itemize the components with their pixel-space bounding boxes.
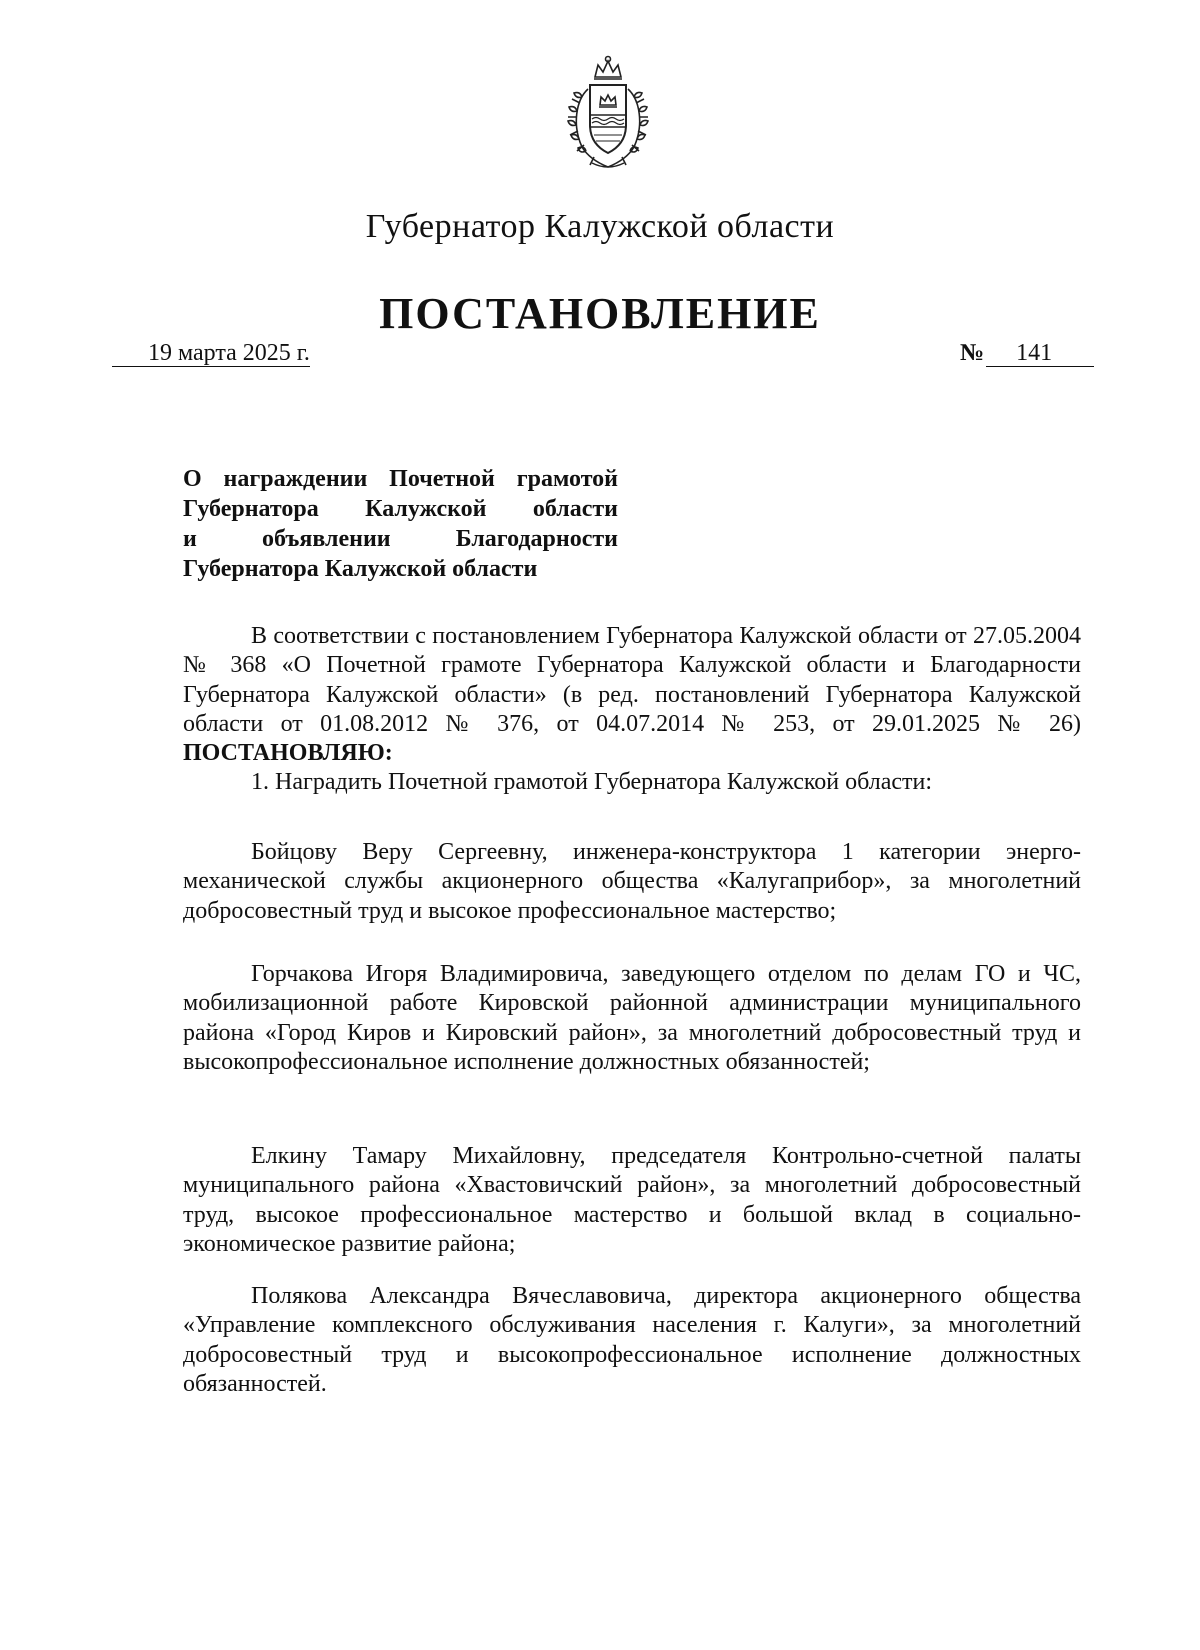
- awardee-text: Полякова Александра Вячеславовича, директора акционерного общества «Управление комплексного обслуживания населения г. Калуги», за многолетний добросовестный труд и высокопрофессиональное исполнение должностных обязанностей.: [183, 1283, 1081, 1397]
- preamble-paragraph: [183, 622, 1081, 768]
- subject-line: Губернатора Калужской области: [183, 496, 618, 522]
- awardee-text: Елкину Тамару Михайловну, председателя Контрольно-счетной палаты муниципального района «Хвастовичский район», за многолетний добросовестный труд, высокое профессиональное мастерство и большой вклад в социально-экономическое развитие района;: [183, 1143, 1081, 1257]
- document-number: [960, 340, 1094, 367]
- awardee-paragraph: [183, 1282, 1081, 1399]
- awardee-text: Бойцову Веру Сергеевну, инженера-конструктора 1 категории энерго-механической службы акционерного общества «Калугаприбор», за многолетний добросовестный труд и высокое профессиональное мастерство;: [183, 839, 1081, 924]
- subject-line: и объявлении Благодарности: [183, 526, 618, 552]
- document-subject: [183, 464, 618, 584]
- decree-word: ПОСТАНОВЛЯЮ:: [183, 740, 393, 767]
- subject-line: О награждении Почетной грамотой: [183, 466, 618, 492]
- awardee-paragraph: [183, 838, 1081, 926]
- document-date: [112, 340, 337, 367]
- date-underline: [112, 346, 148, 367]
- number-label: №: [960, 340, 985, 366]
- date-value: 19 марта 2025 г.: [148, 340, 310, 366]
- kaluga-coat-of-arms-icon: [558, 55, 658, 175]
- item-1-text: 1. Наградить Почетной грамотой Губернатора Калужской области:: [251, 769, 933, 795]
- item-1: [183, 768, 1081, 797]
- preamble-text: В соответствии с постановлением Губернатора Калужской области от 27.05.2004 № 368 «О Почетной грамоте Губернатора Калужской области и Благодарности Губернатора Калужской области» (в ред. постановлений Губернатора Калужской области от 01.08.2012 № 376, от 04.07.2014 № 253, от 29.01.2025 № 26): [183, 623, 1081, 737]
- subject-line: Губернатора Калужской области: [183, 556, 538, 582]
- issuing-authority: Губернатор Калужской области: [365, 208, 835, 245]
- number-value: 141: [986, 340, 1094, 367]
- document-type-title: ПОСТАНОВЛЕНИЕ: [379, 289, 821, 338]
- awardee-paragraph: [183, 1142, 1081, 1259]
- awardee-paragraph: [183, 960, 1081, 1077]
- awardee-text: Горчакова Игоря Владимировича, заведующего отделом по делам ГО и ЧС, мобилизационной работе Кировской районной администрации муниципального района «Город Киров и Кировский район», за многолетний добросовестный труд и высокопрофессиональное исполнение должностных обязанностей;: [183, 961, 1081, 1075]
